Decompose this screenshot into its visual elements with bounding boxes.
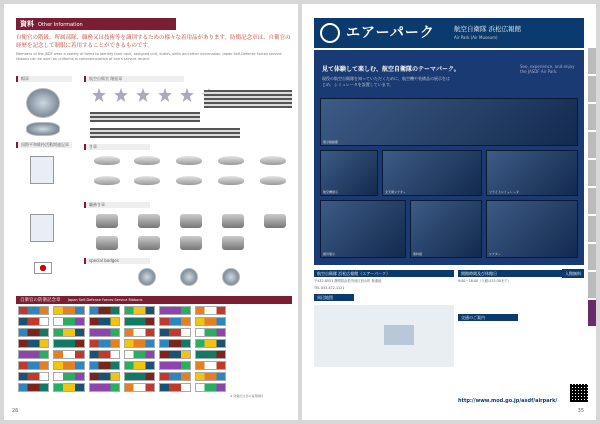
emblem-badge [180,268,198,286]
wing-badge [218,156,244,165]
service-ribbon [195,317,226,326]
telephone: TEL 053-472-1121 [314,286,345,290]
duty-badge [138,214,160,228]
side-tab [588,104,596,130]
service-ribbon [89,328,120,337]
service-ribbon [124,328,155,337]
wing-badge [176,156,202,165]
service-ribbon [124,383,155,392]
service-ribbon [195,361,226,370]
wing-badge [260,176,286,185]
wings-section-label: き章 [84,144,150,150]
left-intro: 自衛官の階級、所属部隊、職務又は技術等を識別するための様々な着用品があります。防衛記念章は、自衛官の経歴を記念して制服に着用することができるものです。 [16,35,291,49]
theater-photo: 全天周シアター [382,150,482,196]
special-section-label: special badges [84,258,150,264]
service-ribbon [195,372,226,381]
japan-flag-icon [34,262,52,274]
service-ribbon [18,328,49,337]
air-park-subtitle-en: Air Park (Air Museum) [454,35,498,40]
duty-badge [180,214,202,228]
service-ribbon [124,317,155,326]
wing-badge [134,156,160,165]
air-park-title-bar [314,18,584,48]
service-ribbon [53,350,84,359]
duty-badge [264,214,286,228]
side-tab [588,244,596,270]
service-ribbon [89,339,120,348]
duty-badge [222,236,244,250]
grade-bars-3 [204,90,292,108]
grade-bars-2 [90,128,240,138]
side-tab [588,272,596,298]
service-ribbon [124,350,155,359]
grade-section-label: 航空自衛官 階級章 [84,76,184,82]
side-tab [588,188,596,214]
service-ribbon [159,350,190,359]
wing-badge [134,176,160,185]
star-icon [92,88,106,102]
unit-patch [30,156,54,184]
side-tab [588,160,596,186]
tagline-en: See, experience, and enjoy the JASDF Air Park. [520,64,575,74]
star-icon [158,88,172,102]
service-ribbon [159,317,190,326]
service-ribbon [53,383,84,392]
left-page [4,4,298,420]
service-ribbon [53,372,84,381]
right-page [302,4,596,420]
general-stars [92,88,216,102]
cap-badge [26,122,60,136]
service-ribbon [53,361,84,370]
service-ribbon [18,306,49,315]
service-ribbon [89,317,120,326]
qr-code-icon [570,384,588,402]
service-ribbon [124,361,155,370]
service-ribbon [159,372,190,381]
side-tab [588,216,596,242]
emblem-badge [138,268,156,286]
air-park-logo-icon [320,23,340,43]
service-ribbon [18,383,49,392]
service-ribbon [89,372,120,381]
address: 〒432-8551 静岡県浜松市西区西山町 無番地 [314,279,382,283]
service-ribbon [195,339,226,348]
service-ribbon [195,383,226,392]
side-tab [588,76,596,102]
tagline-detail: 現役の航空自衛隊を知っていただくために、航空機や装備品の展示をはじめ、シミュレータを設置しています。 [322,76,450,87]
outdoor-photo: 屋外展示 [320,200,406,258]
unit-patch-2 [30,214,54,242]
service-ribbon [89,361,120,370]
left-header: 資料 Other Information [16,18,176,30]
photo-panel [314,50,584,265]
service-ribbon [53,339,84,348]
side-tab-active [588,300,596,326]
service-ribbon [18,372,49,381]
duty-badge [96,214,118,228]
hours-header: 開館時間及び休館日 入館無料 [458,270,584,277]
service-ribbon [159,383,190,392]
service-ribbon [159,306,190,315]
service-ribbon [195,350,226,359]
service-ribbon [89,306,120,315]
duty-badge [180,236,202,250]
wing-badge [260,156,286,165]
archive-photo: 資料館 [410,200,482,258]
wing-badge [176,176,202,185]
medal-note: ※ 防衛記念章の着用順序 [230,394,264,398]
left-intro-en: Members of the JSDF wear a variety of items to identify their rank, assigned unit, duties, skills and other information. Japan Self-Defense Forces service ribbons can be worn on uniforms in commemoration of one's service record. [16,52,282,61]
info-right [458,270,584,321]
service-ribbon [53,306,84,315]
medal-header: 自衛官の防衛記念章 Japan Self-Defense Forces Service Ribbons [16,296,292,304]
brochure-spread [4,4,596,420]
star-icon [180,88,194,102]
page-number-right: 35 [577,408,584,414]
service-ribbon [89,350,120,359]
cap-insignia [26,88,60,118]
wing-badge [94,156,120,165]
access-header: 交通のご案内 [458,314,518,321]
duty-badge [96,236,118,250]
info-left [314,270,454,367]
service-ribbon [18,339,49,348]
unit-section-label: 国際平和維持活動関連記章 [16,142,72,148]
star-icon [136,88,150,102]
service-ribbon [18,317,49,326]
service-ribbon [53,328,84,337]
medal-grid [18,306,226,392]
free-admission-badge: 入館無料 [562,269,584,278]
service-ribbon [159,339,190,348]
website-url[interactable]: http://www.mod.go.jp/asdf/airpark/ [458,398,558,404]
air-park-title: エアーパーク [346,25,435,41]
show-photo: シアター [486,200,578,258]
service-ribbon [124,372,155,381]
side-tab [588,132,596,158]
service-ribbon [124,306,155,315]
service-ribbon [195,328,226,337]
tagline: 見て体験して楽しむ、航空自衛隊のテーマパーク。 [322,66,460,73]
service-ribbon [124,339,155,348]
service-ribbon [18,350,49,359]
wing-badge [218,176,244,185]
exhibit-photo: 航空機展示 [320,150,378,196]
side-tab [588,48,596,74]
wing-badge [94,176,120,185]
info-header: 航空自衛隊 浜松広報館（エアーパーク） [314,270,454,277]
service-ribbon [159,328,190,337]
map-header: 周辺地図 [314,294,354,301]
duty-badge [138,236,160,250]
page-number: 26 [12,408,19,414]
hangar-photo: 展示格納庫 [320,98,578,146]
opening-hours: 9:00〜16:00（入館は15:30まで） [458,279,511,283]
service-ribbon [18,361,49,370]
area-map [314,305,454,367]
service-ribbon [53,317,84,326]
duty-badge [222,214,244,228]
service-ribbon [195,306,226,315]
duty-section-label: 職務き章 [84,202,150,208]
emblem-badge [222,268,240,286]
air-park-subtitle: 航空自衛隊 浜松広報館 [454,25,522,33]
star-icon [114,88,128,102]
simulator-photo: フライトシミュレータ [486,150,578,196]
grade-bars [90,112,200,122]
service-ribbon [89,383,120,392]
service-ribbon [159,361,190,370]
cap-section-label: 帽章 [16,76,72,82]
side-tabs [588,48,596,326]
